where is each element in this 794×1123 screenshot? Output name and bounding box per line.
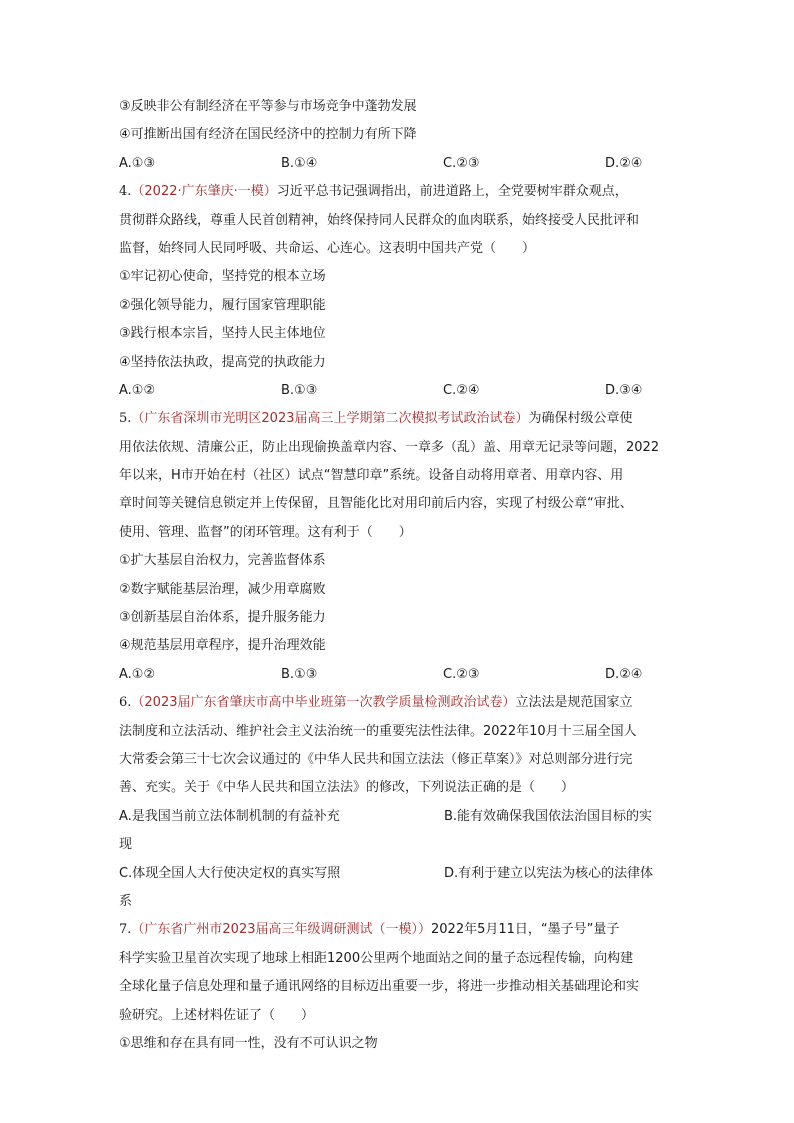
q5-stem-line-3: 年以来，H市开始在村（社区）试点“智慧印章”系统。设备自动将用章者、用章内容、用 — [119, 468, 624, 484]
q4-options — [119, 377, 679, 405]
q4-option-c: C.②④ — [443, 382, 480, 398]
q5-option-c: C.②③ — [443, 666, 480, 682]
q6-source: （2023届广东省肇庆市高中毕业班第一次教学质量检测政治试卷） — [131, 695, 516, 711]
q7-stem-line-1 — [119, 916, 679, 944]
q3-statement-4: ④可推断出国有经济在国民经济中的控制力有所下降 — [119, 127, 417, 143]
q7-number: 7. — [119, 922, 132, 938]
q4-option-b: B.①③ — [281, 382, 318, 398]
q5-option-a: A.①② — [119, 666, 156, 682]
q6-options-cd — [119, 860, 679, 888]
q4-statement-4: ④坚持依法执政，提高党的执政能力 — [119, 354, 326, 370]
q6-option-b: B.能有效确保我国依法治国目标的实 — [444, 808, 653, 824]
q6-stem-line-2: 法制度和立法活动、维护社会主义法治统一的重要宪法性法律。2022年10月十三届全国人 — [119, 723, 637, 739]
q5-stem-text-1: 为确保村级公章使 — [528, 411, 633, 427]
q6-number: 6. — [119, 695, 132, 711]
q6-stem-line-4: 善、充实。关于《中华人民共和国立法法》的修改，下列说法正确的是（ ） — [119, 780, 575, 796]
q7-stem-text-1: 2022年5月11日，“墨子号”量子 — [431, 922, 620, 938]
q5-statement-1: ①扩大基层自治权力，完善监督体系 — [119, 553, 326, 569]
q5-statement-3: ③创新基层自治体系，提升服务能力 — [119, 610, 326, 626]
q6-stem-text-1: 立法法是规范国家立 — [515, 695, 633, 711]
q5-stem-line-5: 使用、管理、监督”的闭环管理。这有利于（ ） — [119, 524, 412, 540]
q3-option-a: A.①③ — [119, 155, 156, 171]
q3-options — [119, 150, 679, 178]
q3-option-d: D.②④ — [605, 155, 643, 171]
q6-option-a: A.是我国当前立法体制机制的有益补充 — [119, 808, 340, 824]
q4-stem-line-3: 监督，始终同人民同呼吸、共命运、心连心。这表明中国共产党（ ） — [119, 240, 536, 256]
q4-stem-line-2: 贯彻群众路线，尊重人民首创精神，始终保持同人民群众的血肉联系，始终接受人民批评和 — [119, 212, 640, 228]
q4-statement-1: ①牢记初心使命，坚持党的根本立场 — [119, 269, 326, 285]
q5-stem-line-2: 用依法依规、清廉公正，防止出现偷换盖章内容、一章多（乱）盖、用章无记录等问题，2022 — [119, 439, 660, 455]
q7-stem-line-3: 全球化量子信息处理和量子通讯网络的目标迈出重要一步，将进一步推动相关基础理论和实 — [119, 979, 640, 995]
q6-stem-line-3: 大常委会第三十七次会议通过的《中华人民共和国立法法（修正草案）》对总则部分进行完 — [119, 751, 633, 767]
question-content — [119, 93, 679, 1058]
q6-option-d-wrap: 系 — [119, 893, 133, 909]
q5-option-d: D.②④ — [605, 666, 643, 682]
q4-source: （2022·广东肇庆·一模） — [131, 184, 277, 200]
q5-source: （广东省深圳市光明区2023届高三上学期第二次模拟考试政治试卷） — [131, 411, 529, 427]
q4-number: 4. — [119, 184, 132, 200]
q4-option-d: D.③④ — [605, 382, 643, 398]
q6-option-d: D.有利于建立以宪法为核心的法律体 — [444, 865, 654, 881]
q6-options-ab — [119, 803, 679, 831]
q7-stem-line-4: 验研究。上述材料佐证了（ ） — [119, 1007, 315, 1023]
q3-statement-3: ③反映非公有制经济在平等参与市场竞争中蓬勃发展 — [119, 99, 417, 114]
q4-option-a: A.①② — [119, 382, 156, 398]
q4-stem-text-1: 习近平总书记强调指出，前进道路上，全党要树牢群众观点， — [276, 184, 628, 200]
q7-stem-line-2: 科学实验卫星首次实现了地球上相距1200公里两个地面站之间的量子态远程传输，向构建 — [119, 950, 634, 966]
q6-option-c: C.体现全国人大行使决定权的真实写照 — [119, 865, 341, 881]
q6-stem-line-1 — [119, 689, 679, 717]
q7-source: （广东省广州市2023届高三年级调研测试（一模）） — [131, 922, 431, 938]
q4-stem-line-1 — [119, 178, 679, 206]
q5-stem-line-4: 章时间等关键信息锁定并上传保留，且智能化比对用印前后内容，实现了村级公章“审批、 — [119, 496, 633, 512]
q5-statement-2: ②数字赋能基层治理，减少用章腐败 — [119, 581, 326, 597]
q5-stem-line-1 — [119, 405, 679, 433]
q6-option-b-wrap: 现 — [119, 837, 133, 853]
q5-option-b: B.①③ — [281, 666, 318, 682]
q5-number: 5. — [119, 411, 132, 427]
q5-options — [119, 661, 679, 689]
q4-statement-3: ③践行根本宗旨，坚持人民主体地位 — [119, 326, 326, 342]
q4-statement-2: ②强化领导能力，履行国家管理职能 — [119, 297, 326, 313]
q5-statement-4: ④规范基层用章程序，提升治理效能 — [119, 638, 326, 654]
q7-statement-1: ①思维和存在具有同一性，没有不可认识之物 — [119, 1035, 378, 1051]
q3-option-c: C.②③ — [443, 155, 480, 171]
q3-option-b: B.①④ — [281, 155, 318, 171]
